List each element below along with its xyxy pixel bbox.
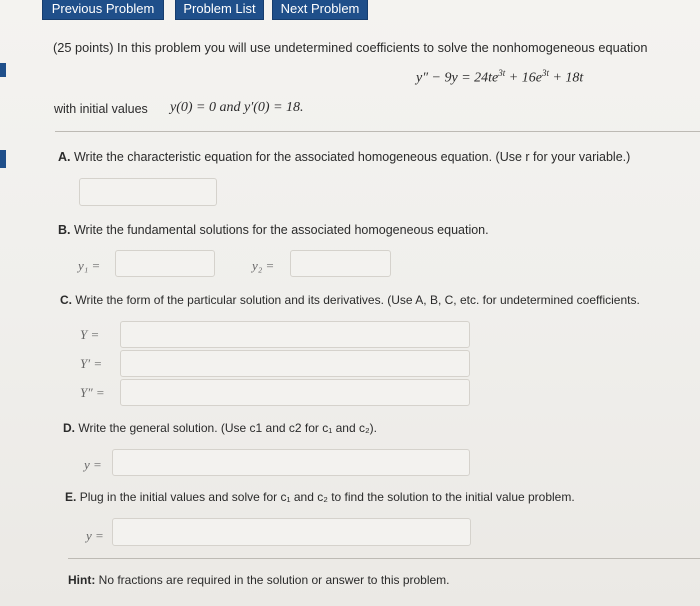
left-edge-marker [0,150,6,168]
characteristic-equation-input[interactable] [79,178,217,206]
general-solution-input[interactable] [112,449,470,476]
particular-Y-input[interactable] [120,321,470,348]
part-b-text: Write the fundamental solutions for the associated homogeneous equation. [73,223,489,237]
y2-label: y₂ = [252,258,275,273]
particular-Y-label: Y = [80,327,100,342]
equation-end: + 18t [548,70,584,86]
hint-label: Hint: [68,573,96,587]
part-c-prompt [60,293,640,307]
hint-text: No fractions are required in the solution or answer to this problem. [98,573,450,587]
left-edge-marker [0,63,6,77]
equation-exponent: 3t [541,68,549,78]
part-a-text: Write the characteristic equation for the associated homogeneous equation. (Use r for your variable.) [73,150,631,164]
section-divider [55,131,700,132]
part-c-label: C. [60,293,72,307]
particular-Ydoubleprime-input[interactable] [120,379,470,406]
hint [68,573,450,587]
initial-values-label: with initial values [54,102,148,116]
particular-Yprime-input[interactable] [120,350,470,377]
problem-list-button[interactable]: Problem List [175,0,264,20]
part-a-prompt [58,150,630,164]
problem-intro: (25 points) In this problem you will use undetermined coefficients to solve the nonhomogeneous equation [53,40,648,55]
differential-equation [416,68,583,87]
part-e-text: Plug in the initial values and solve for c₁ and c₂ to find the solution to the initial value problem. [79,490,575,504]
initial-values-math: y(0) = 0 and y′(0) = 18. [170,100,304,115]
part-d-text: Write the general solution. (Use c1 and c2 for c₁ and c₂). [78,421,377,435]
ivp-solution-input[interactable] [112,518,471,546]
part-e-label: E. [65,490,77,504]
y1-label: y₁ = [78,258,101,273]
part-b-prompt [58,223,489,237]
part-b-label: B. [58,223,71,237]
part-d-prompt [63,421,377,435]
y1-input[interactable] [115,250,215,277]
particular-Ydoubleprime-label: Y″ = [80,385,105,400]
part-a-label: A. [58,150,71,164]
next-problem-button[interactable]: Next Problem [272,0,368,20]
general-solution-label: y = [84,457,102,472]
particular-Yprime-label: Y′ = [80,356,103,371]
initial-values [170,100,304,116]
equation-exponent: 3t [498,68,506,78]
part-d-label: D. [63,421,75,435]
part-e-prompt [65,490,575,504]
equation-middle: + 16e [505,70,542,86]
equation-lhs: y″ − 9y = 24te [416,70,499,86]
section-divider [68,558,700,559]
part-c-text: Write the form of the particular solution and its derivatives. (Use A, B, C, etc. for undetermined coefficients. [75,293,640,307]
ivp-solution-label: y = [86,528,104,543]
y2-input[interactable] [290,250,391,277]
previous-problem-button[interactable]: Previous Problem [42,0,164,20]
